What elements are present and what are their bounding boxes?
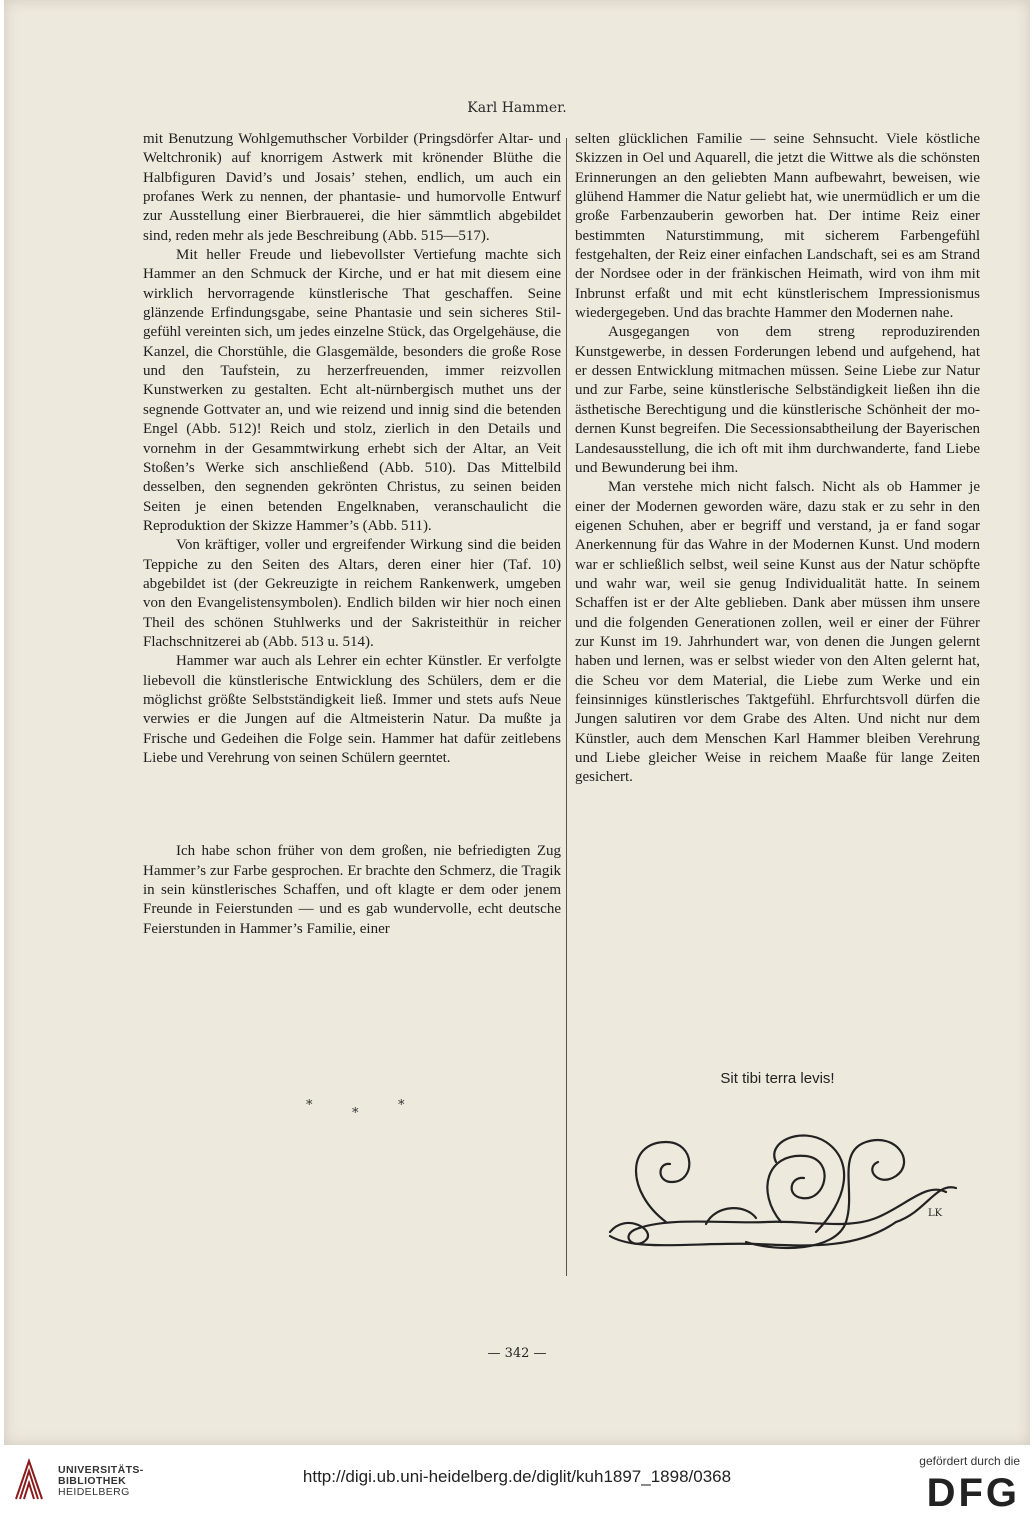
paragraph: selten glücklichen Familie — seine Sehnsucht. Viele köstliche Skizzen in Oel und Aquarell, die jetzt die Wittwe als die schönsten Erinnerungen an den geliebten Mann aufbewahrt, beweisen, wie glühend Hammer die Natur geliebt hat, wie unermüdlich er um die große Farbenzauberin geworben hat. Der intime Reiz einer bestimmten Naturstimmung, mit sicherem Farbengefühl festgehalten, der Reiz einer einfachen Landschaft, sei es am Strand der Nordsee oder in der fränkischen Heimath, wird von ihm mit Inbrunst erfaßt und mit echt künstlerischem Impressionismus wiedergegeben. Und das brachte Hammer den Modernen nahe. bbox=[575, 131, 980, 322]
sponsor-logo: DFG bbox=[926, 1471, 1020, 1515]
section-separator: * * * bbox=[306, 1098, 405, 1121]
ornament-vignette bbox=[606, 1112, 966, 1262]
paragraph: Ich habe schon früher von dem großen, nie befriedigten Zug Hammer’s zur Farbe gesprochen. Er brachte den Schmerz, die Tragik in sein künstlerisches Schaffen, und oft klagte er dem oder jenem Freunde in Feierstunden — und es gab wundervolle, echt deutsche Feierstunden in Hammer’s Familie, einer bbox=[143, 843, 561, 937]
paragraph: Mit heller Freude und liebevollster Vertiefung machte sich Hammer an den Schmuck der Kirche, und er hat mit diesem eine wirklich hervorragende künstlerische That geschaffen. Seine glänzende Erfindungsgabe, seine Phantasie und sein sicheres Stilgefühl vereinten sich, um jedes einzelne Stück, das Orgelgehäuse, die Kanzel, die Chorstühle, die Glasgemälde, besonders die große Rose und den Taufstein, zu herzerfreuenden, immer reizvollen Kunstwerken zu gestalten. Echt alt-nürnbergisch muthet uns der segnende Gottvater an, und wie reizend und innig sind die betenden Engel (Abb. 512)! Reich und stolz, zierlich in den Details und vornehm in der Gesammtwirkung erhebt sich der Altar, an Veit Stoßen’s Werke sich anschließend (Abb. 510). Das Mittelbild desselben, den segnenden gekrönten Christus, zu seinen beiden Seiten je einen betenden Engelknaben, veranschaulicht die Reproduktion der Skizze Hammer’s (Abb. 511). bbox=[143, 247, 561, 534]
page-number: — 342 — bbox=[487, 1346, 547, 1361]
sponsor-label: gefördert durch die bbox=[919, 1454, 1020, 1468]
right-column bbox=[575, 130, 980, 788]
library-name: UNIVERSITÄTS- BIBLIOTHEK HEIDELBERG bbox=[58, 1464, 144, 1498]
closing-line: Sit tibi terra levis! bbox=[720, 1070, 835, 1087]
paragraph: Ausgegangen von dem streng reproduzirenden Kunstgewerbe, in dessen Forderungen lebend und aufgehend, hat er dessen Entwicklung mitmachen müssen. Seine Liebe zur Natur und zur Farbe, seine künstlerische Selbständigkeit ließen ihn die ästhetische Berechtigung und die künstlerische Schönheit der modernen Kunst begreifen. Die Secessionsabtheilung der Bayerischen Landesausstellung, die ich oft mit ihm durchwanderte, fand Liebe und Bewunderung bei ihm. bbox=[575, 324, 980, 476]
paragraph: Hammer war auch als Lehrer ein echter Künstler. Er verfolgte liebevoll die künstlerische Entwicklung des Schülers, dem er die möglichst größte Selbstständigkeit ließ. Immer und stets aufs Neue verwies er die Jungen auf die Altmeisterin Natur. Da mußte ja Frische und Gedeihen die Folge sein. Hammer hat dafür zeitlebens Liebe und Verehrung von seinen Schülern geerntet. bbox=[143, 653, 561, 766]
footer-bar bbox=[0, 1445, 1034, 1521]
running-head: Karl Hammer. bbox=[467, 100, 567, 116]
source-url[interactable]: http://digi.ub.uni-heidelberg.de/diglit/kuh1897_1898/0368 bbox=[302, 1467, 732, 1486]
paragraph: mit Benutzung Wohlgemuthscher Vorbilder (Pringsdörfer Altar- und Weltchronik) auf knorrigem Astwerk mit krönender Blüthe die Halbfiguren David’s und Josais’ stehen, endlich, um auch ein profanes Werk zu nennen, der phantasie- und humorvolle Entwurf zur Ausstellung einer Bierbrauerei, die hier sämmtlich abgebildet sind, reden mehr als jede Beschreibung (Abb. 515—517). bbox=[143, 131, 561, 244]
paragraph: Von kräftiger, voller und ergreifender Wirkung sind die beiden Teppiche zu den Seiten des Altars, deren einer hier (Taf. 10) abgebildet ist (der Gekreuzigte in reichem Rankenwerk, umgeben von den Evangelistensymbolen). Endlich bilden wir hier noch einen Theil des schönen Stuhlwerks und der Sakristeithür in reicher Flachschnitzerei ab (Abb. 513 u. 514). bbox=[143, 537, 561, 650]
column-divider bbox=[566, 138, 567, 1276]
paragraph: Man verstehe mich nicht falsch. Nicht als ob Hammer je einer der Modernen geworden wäre, dazu stak er zu sehr in den eigenen Schuhen, aber er begriff und verstand, ja er fand sogar Anerkennung für das Wahre in der Modernen Kunst. Und modern war er schließlich selbst, weil seine Kunst aus der Natur schöpfte und wahr war, weil sie genug Individualität hatte. In seinem Schaffen ist er der Alte geblieben. Dank aber müssen ihm unsere und die folgenden Generationen zollen, weil er einer der Führer zur Kunst im 19. Jahrhundert war, von denen die Jungen gelernt haben und lernen, was er selbst wieder von den Alten gelernt hat, die Scheu vor dem Material, die Liebe zum Werke und ein feinsinniges künstlerisches Taktgefühl. Ehrfurchtsvoll dürfen die Jungen salutiren vor dem Grabe des Alten. Und nicht nur dem Künstler, auch dem Menschen Karl Hammer bleiben Verehrung und Liebe gleicher Weise in reichem Maaße für lange Zeiten gesichert. bbox=[575, 479, 980, 786]
monogram: LK bbox=[928, 1208, 943, 1219]
left-column bbox=[143, 130, 561, 939]
